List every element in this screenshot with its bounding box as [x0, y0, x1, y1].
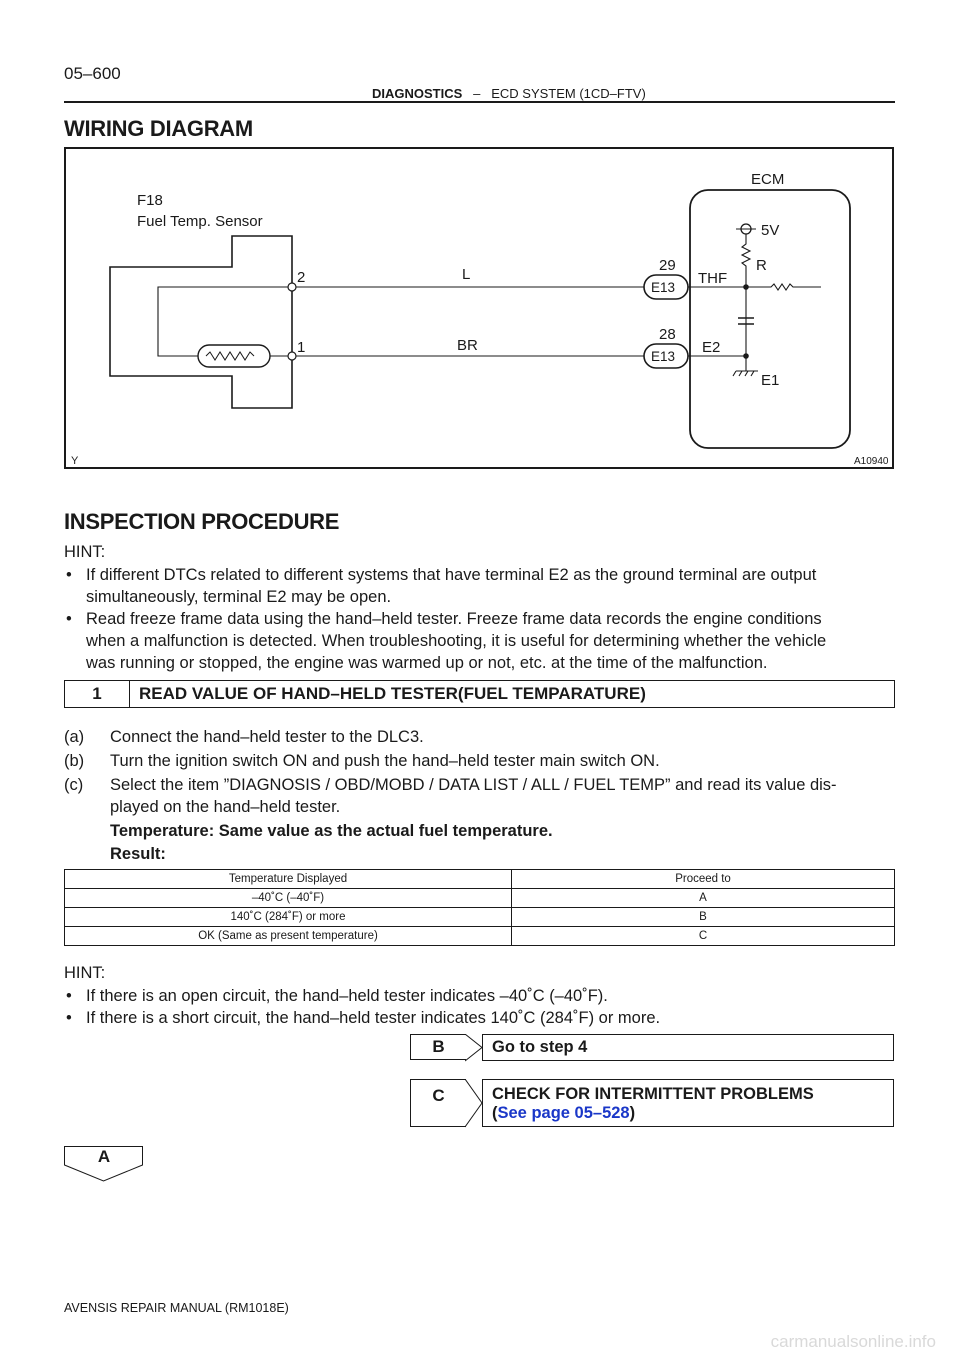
section-name: DIAGNOSTICS	[372, 86, 463, 101]
bullet-icon: •	[66, 1009, 72, 1027]
sensor-housing	[110, 236, 292, 408]
wiring-diagram-figure	[64, 147, 894, 469]
five-volt-label: 5V	[761, 222, 780, 239]
sensor-code-label: F18	[137, 192, 163, 209]
proceed-letter: C	[410, 1079, 466, 1127]
pullup-resistor	[742, 234, 750, 356]
sensor-name-label: Fuel Temp. Sensor	[137, 213, 263, 230]
subsection-name: ECD SYSTEM (1CD–FTV)	[491, 86, 646, 101]
connector-bottom-label: E13	[651, 349, 676, 364]
table-header-cell: Proceed to	[512, 870, 895, 889]
table-row	[65, 927, 895, 946]
result-label: Result:	[110, 845, 166, 863]
substep-text: played on the hand–held tester.	[110, 798, 341, 816]
arrow-right-icon	[465, 1034, 483, 1062]
spec-text: Temperature: Same value as the actual fuel temperature.	[110, 822, 553, 840]
step-number: 1	[65, 681, 130, 707]
bullet-icon: •	[66, 987, 72, 1005]
substep-text: Select the item ”DIAGNOSIS / OBD/MOBD / DATA LIST / ALL / FUEL TEMP” and read its value dis-	[110, 776, 837, 794]
hint-line: was running or stopped, the engine was warmed up or not, etc. at the time of the malfunction.	[86, 654, 768, 672]
table-cell: –40˚C (–40˚F)	[65, 889, 512, 908]
e1-label: E1	[761, 372, 780, 389]
resistor-label: R	[756, 257, 767, 274]
substep-text: Connect the hand–held tester to the DLC3.	[110, 728, 424, 746]
pin-29-label: 29	[659, 257, 676, 274]
wire-l-label: L	[462, 266, 471, 283]
hint-line: If there is a short circuit, the hand–held tester indicates 140˚C (284˚F) or more.	[86, 1009, 661, 1027]
link-open: (	[492, 1104, 498, 1122]
figure-id: A10940	[854, 456, 889, 467]
pin-1-terminal	[288, 352, 296, 360]
substep-text: Turn the ignition switch ON and push the hand–held tester main switch ON.	[110, 752, 660, 770]
arrow-right-icon	[465, 1079, 483, 1128]
ground-symbol	[733, 356, 758, 376]
table-header-row	[65, 870, 895, 889]
e2-label: E2	[702, 339, 721, 356]
corner-mark: Y	[71, 455, 79, 467]
table-cell: OK (Same as present temperature)	[65, 927, 512, 946]
thf-label: THF	[698, 270, 728, 287]
proceed-text: Go to step 4	[482, 1034, 894, 1061]
pin-2-label: 2	[297, 269, 306, 286]
watermark: carmanualsonline.info	[770, 1332, 936, 1351]
hint-line: simultaneously, terminal E2 may be open.	[86, 588, 392, 606]
link-close: )	[629, 1104, 636, 1122]
ecm-label: ECM	[751, 171, 785, 188]
internal-resistor	[746, 284, 821, 290]
substep-label: (a)	[64, 728, 85, 746]
proceed-text: CHECK FOR INTERMITTENT PROBLEMS	[492, 1085, 814, 1103]
inspection-heading: INSPECTION PROCEDURE	[64, 509, 340, 534]
pin-1-label: 1	[297, 339, 306, 356]
header-rule	[64, 101, 895, 103]
wire-br-label: BR	[457, 337, 478, 354]
table-cell: A	[512, 889, 895, 908]
step-title: READ VALUE OF HAND–HELD TESTER(FUEL TEMPARATURE)	[139, 684, 646, 703]
hint-line: Read freeze frame data using the hand–held tester. Freeze frame data records the engine conditions	[86, 610, 822, 628]
bullet-icon: •	[66, 610, 72, 628]
table-cell: C	[512, 927, 895, 946]
footer-manual: AVENSIS REPAIR MANUAL (RM1018E)	[64, 1301, 289, 1315]
hint-line: If different DTCs related to different systems that have terminal E2 as the ground terminal are output	[86, 566, 817, 584]
junction-thf	[743, 284, 749, 290]
table-header-cell: Temperature Displayed	[65, 870, 512, 889]
table-cell: B	[512, 908, 895, 927]
see-page-link[interactable]: See page 05–528	[497, 1104, 630, 1122]
step-1-bar	[64, 680, 895, 708]
thermistor-symbol	[206, 352, 254, 360]
table-cell: 140˚C (284˚F) or more	[65, 908, 512, 927]
wiring-diagram-heading: WIRING DIAGRAM	[64, 116, 253, 141]
result-table	[64, 869, 895, 946]
junction-e2	[743, 353, 749, 359]
connector-top-label: E13	[651, 280, 676, 295]
hint-label: HINT:	[64, 964, 106, 982]
continue-letter: A	[97, 1147, 111, 1166]
table-row	[65, 889, 895, 908]
pin-2-terminal	[288, 283, 296, 291]
wiring-diagram-svg	[66, 149, 892, 467]
table-row	[65, 908, 895, 927]
hint-label: HINT:	[64, 543, 106, 561]
hint-line: when a malfunction is detected. When troubleshooting, it is useful for determining whether the vehicle	[86, 632, 827, 650]
continue-a[interactable]	[64, 1146, 144, 1182]
pin-28-label: 28	[659, 326, 676, 343]
header-title	[372, 86, 646, 101]
proceed-letter: B	[410, 1034, 466, 1060]
page-number: 05–600	[64, 64, 121, 83]
substep-label: (b)	[64, 752, 85, 770]
substep-label: (c)	[64, 776, 84, 794]
thermistor-body	[198, 345, 270, 367]
bullet-icon: •	[66, 566, 72, 584]
proceed-text-box	[482, 1079, 894, 1127]
hint-line: If there is an open circuit, the hand–held tester indicates –40˚C (–40˚F).	[86, 987, 608, 1005]
header-separator: –	[473, 86, 481, 101]
